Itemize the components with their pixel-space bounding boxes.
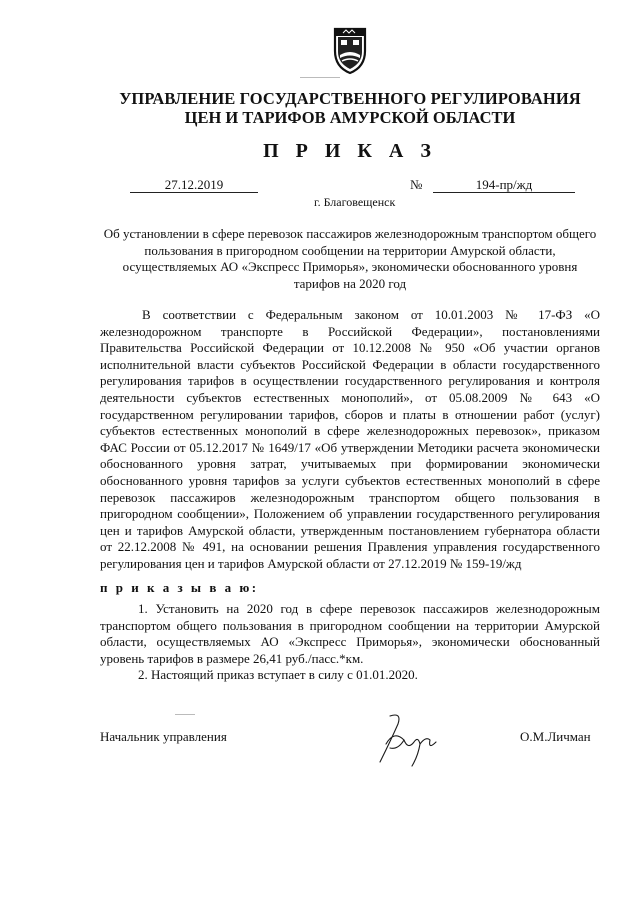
agency-title-line1: УПРАВЛЕНИЕ ГОСУДАРСТВЕННОГО РЕГУЛИРОВАНИЯ: [119, 89, 581, 108]
signatory-name: О.М.Личман: [520, 729, 591, 744]
preamble-section: [100, 307, 600, 573]
scan-mark: [175, 714, 195, 715]
document-subject: Об установлении в сфере перевозок пассажиров железнодорожным транспортом общего пользования в пригородном сообщении на территории Амурской области, осуществляемых АО «Экспресс Приморья», экономически обоснованного уровня тарифов на 2020 год: [103, 226, 597, 291]
document-number: 194-пр/жд: [433, 177, 575, 193]
handwritten-signature-icon: [360, 710, 450, 770]
signatory-position: Начальник управления: [100, 729, 227, 744]
decree-word: п р и к а з ы в а ю:: [100, 580, 259, 595]
document-type-title: П Р И К А З: [263, 140, 437, 162]
number-sign: №: [410, 177, 423, 192]
decree-item-1: 1. Установить на 2020 год в сфере перевозок пассажиров железнодорожным транспортом общего пользования в пригородном сообщении на территории Амурской области, осуществляемых АО «Экспресс Приморья», экономически обоснованный уровень тарифов в размере 26,41 руб./пасс.*км.: [100, 601, 600, 666]
coat-of-arms-icon: [329, 25, 371, 75]
decree-item-2: 2. Настоящий приказ вступает в силу с 01.01.2020.: [138, 667, 418, 683]
preamble-text: В соответствии с Федеральным законом от 10.01.2003 № 17-ФЗ «О железнодорожном транспорте в Российской Федерации», постановлениями Правительства Российской Федерации от 10.12.2008 № 950 «Об участии органов исполнительной власти субъектов Российской Федерации в области государственного регулирования тарифов в осуществлении государственного регулирования и контроля деятельности субъектов естественных монополий», от 05.08.2009 № 643 «О государственном регулировании тарифов, сборов и платы в отношении работ (услуг) субъектов естественных монополий в сфере железнодорожных перевозок», приказом ФАС России от 05.12.2017 № 1649/17 «Об утверждении Методики расчета экономически обоснованного уровня затрат, учитываемых при формировании экономически обоснованного уровня тарифов за услуги субъектов естественных монополий в сфере перевозок пассажиров железнодорожным транспортом общего пользования в пригородном сообщении», Положением об управлении государственного регулирования цен и тарифов Амурской области, утвержденным постановлением губернатора области от 22.12.2008 № 491, на основании решения Правления управления государственного регулирования цен и тарифов Амурской области от 27.12.2019 № 159-19/жд: [100, 307, 600, 571]
document-date: 27.12.2019: [130, 177, 258, 193]
document-city: г. Благовещенск: [314, 195, 396, 209]
decree-items: [100, 601, 600, 684]
scan-mark: [300, 77, 340, 78]
agency-title-line2: ЦЕН И ТАРИФОВ АМУРСКОЙ ОБЛАСТИ: [184, 108, 516, 127]
